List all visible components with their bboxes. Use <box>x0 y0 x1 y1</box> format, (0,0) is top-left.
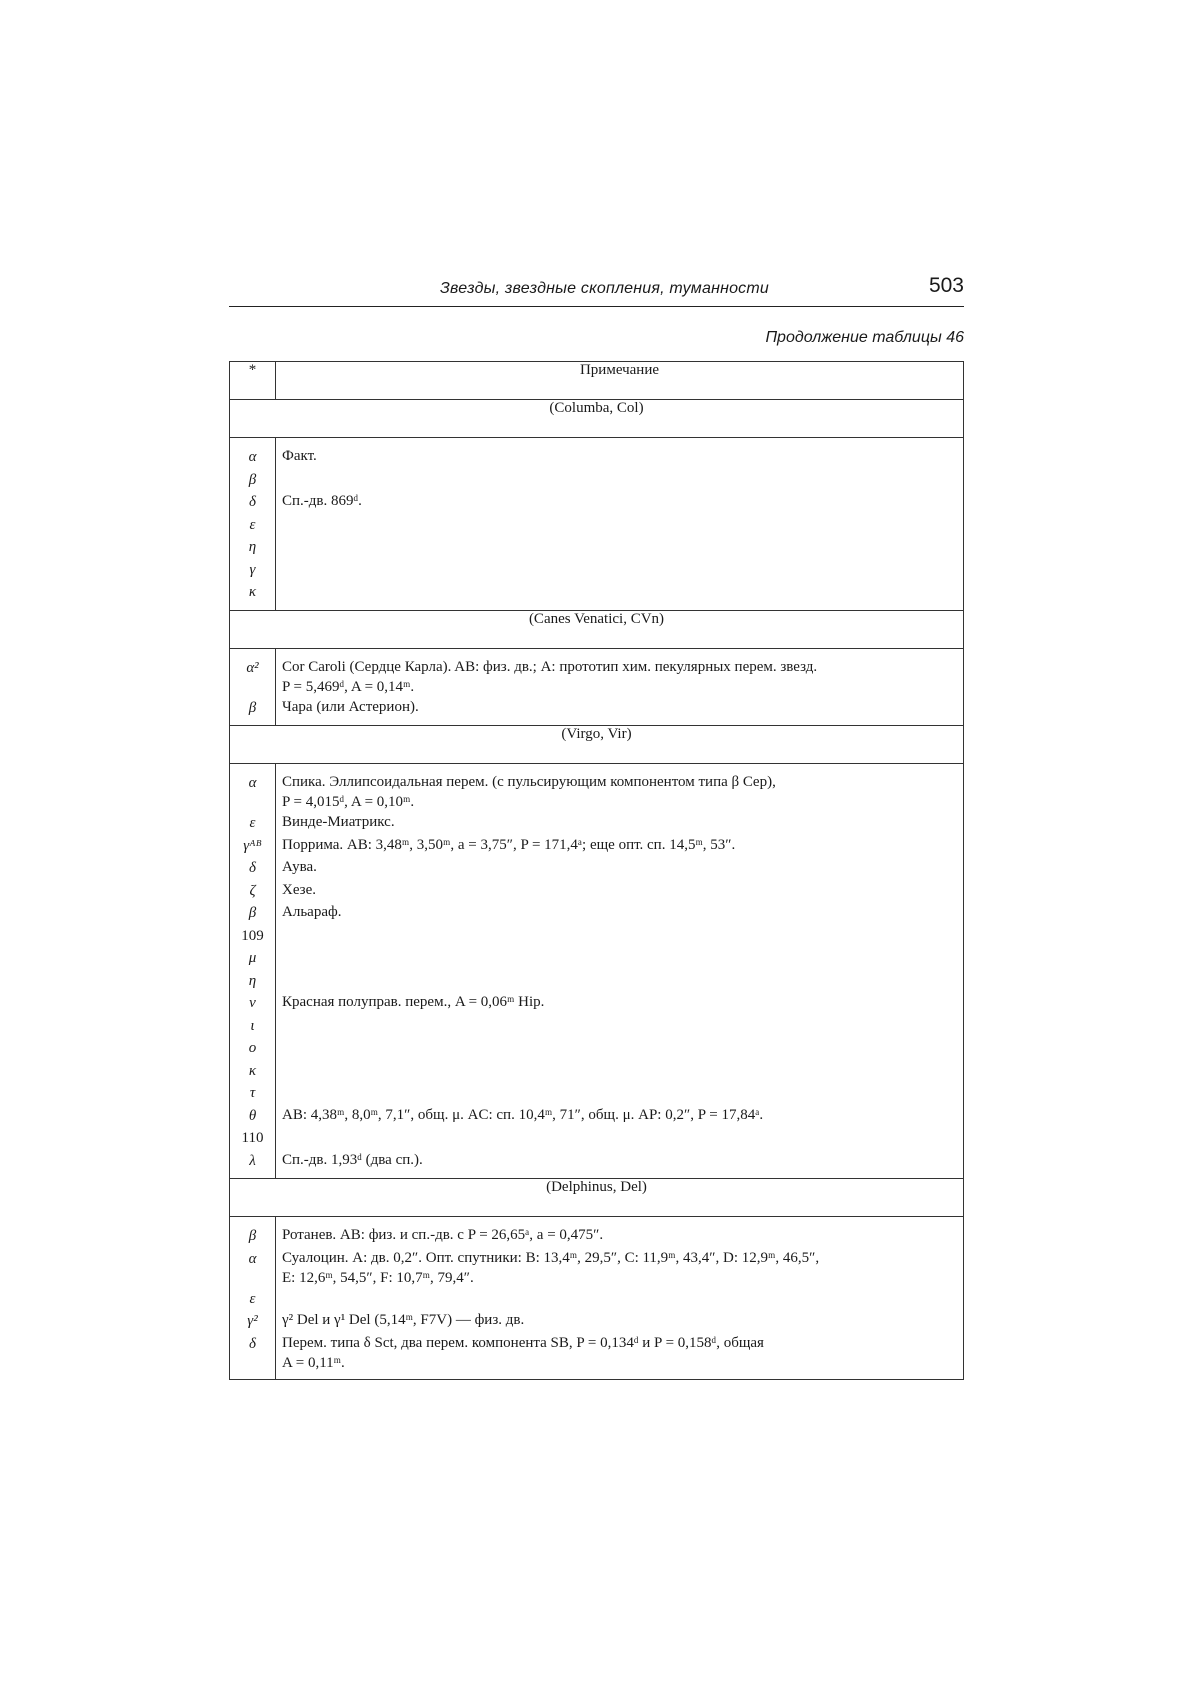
table-caption: Продолжение таблицы 46 <box>765 329 964 346</box>
running-head <box>229 272 964 307</box>
note-text: Спика. Эллипсоидальная перем. (с пульсирующим компонентом типа β Cep), <box>282 774 776 790</box>
star-note <box>282 559 955 582</box>
star-note <box>282 857 955 880</box>
notes-table <box>229 361 964 1380</box>
star-block <box>230 1217 964 1380</box>
star-symbol: λ <box>249 1152 256 1169</box>
star-symbol-column <box>230 764 276 1179</box>
star-note <box>282 772 955 812</box>
star-symbol: ε <box>249 815 256 831</box>
note-text: Винде-Миатрикс. <box>282 814 395 830</box>
star-symbol: γ² <box>247 1313 258 1329</box>
note-text: Сп.-дв. 869ᵈ. <box>282 493 362 509</box>
star-note <box>282 657 955 697</box>
note-column <box>276 648 964 726</box>
star-symbol: μ <box>248 950 257 966</box>
note-text: Красная полуправ. перем., A = 0,06ᵐ Hip. <box>282 994 545 1010</box>
star-symbol: κ <box>248 1062 257 1079</box>
constellation-name: (Canes Venatici, CVn) <box>230 610 964 648</box>
note-text: Чара (или Астерион). <box>282 698 419 715</box>
star-note <box>282 947 955 970</box>
star-symbol: η <box>248 972 257 989</box>
star-symbol: η <box>248 539 257 555</box>
star-symbol: κ <box>248 584 257 600</box>
star-note <box>282 536 955 559</box>
column-header-star: * <box>230 362 276 400</box>
star-note <box>282 1288 955 1311</box>
page-number: 503 <box>928 274 964 297</box>
note-column <box>276 438 964 611</box>
star-note <box>282 1127 955 1150</box>
note-text: Ротанев. AB: физ. и сп.-дв. с P = 26,65ᵃ, a = 0,475″. <box>282 1227 604 1243</box>
note-text: Перем. типа δ Sct, два перем. компонента SB, P = 0,134ᵈ и P = 0,158ᵈ, общая <box>282 1334 764 1351</box>
star-note <box>282 812 955 835</box>
star-note <box>282 835 955 858</box>
note-text-continued: E: 12,6ᵐ, 54,5″, F: 10,7ᵐ, 79,4″. <box>282 1269 474 1286</box>
note-text-continued: P = 4,015ᵈ, A = 0,10ᵐ. <box>282 794 415 810</box>
note-text: Хезе. <box>282 881 317 898</box>
star-block <box>230 764 964 1179</box>
star-note <box>282 581 955 604</box>
star-symbol: α <box>248 775 257 791</box>
star-note <box>282 1248 955 1288</box>
star-note <box>282 1015 955 1038</box>
table-header-row <box>230 362 964 400</box>
star-note <box>282 992 955 1015</box>
note-column <box>276 764 964 1179</box>
star-symbol: δ <box>249 1335 256 1352</box>
note-column <box>276 1217 964 1380</box>
star-symbol: γᴬᴮ <box>243 837 262 854</box>
note-text: Суалоцин. A: дв. 0,2″. Опт. спутники: B: 13,4ᵐ, 29,5″, C: 11,9ᵐ, 43,4″, D: 12,9ᵐ, 46,5″, <box>282 1249 820 1266</box>
star-symbol: γ <box>249 561 256 578</box>
star-symbol: α² <box>246 659 259 676</box>
note-text: Факт. <box>282 448 317 464</box>
star-note <box>282 1310 955 1333</box>
star-symbol: ζ <box>249 882 256 899</box>
star-note <box>282 1105 955 1128</box>
constellation-row <box>230 610 964 648</box>
star-symbol: ι <box>250 1017 255 1034</box>
star-symbol: β <box>248 471 257 488</box>
note-text: Поррима. AB: 3,48ᵐ, 3,50ᵐ, a = 3,75″, P = 171,4ᵃ; еще опт. сп. 14,5ᵐ, 53″. <box>282 836 736 853</box>
star-note <box>282 1037 955 1060</box>
star-note <box>282 1060 955 1083</box>
star-symbol: δ <box>249 860 256 876</box>
star-symbol: ε <box>249 516 256 533</box>
note-text: Cor Caroli (Сердце Карла). AB: физ. дв.; A: прототип хим. пекулярных перем. звезд. <box>282 658 818 675</box>
note-text: Сп.-дв. 1,93ᵈ (два сп.). <box>282 1151 423 1168</box>
star-symbol: ο <box>248 1040 257 1056</box>
star-symbol: β <box>248 699 257 716</box>
star-symbol: ε <box>249 1290 256 1307</box>
star-note <box>282 1225 955 1248</box>
constellation-name: (Virgo, Vir) <box>230 726 964 764</box>
star-symbol: δ <box>249 494 256 510</box>
star-note <box>282 902 955 925</box>
running-title: Звезды, звездные скопления, туманности <box>440 280 769 297</box>
constellation-row <box>230 400 964 438</box>
star-note <box>282 697 955 720</box>
star-symbol: α <box>248 449 257 465</box>
table-body <box>230 400 964 1380</box>
star-symbol-column <box>230 438 276 611</box>
star-note <box>282 491 955 514</box>
star-note <box>282 970 955 993</box>
star-note <box>282 880 955 903</box>
note-text: γ² Del и γ¹ Del (5,14ᵐ, F7V) — физ. дв. <box>282 1312 525 1328</box>
note-text: AB: 4,38ᵐ, 8,0ᵐ, 7,1″, общ. μ. AC: сп. 10,4ᵐ, 71″, общ. μ. AP: 0,2″, P = 17,84ᵃ. <box>282 1106 764 1123</box>
star-note <box>282 925 955 948</box>
column-header-note: Примечание <box>276 362 964 400</box>
star-symbol: ν <box>249 995 256 1011</box>
star-note <box>282 1150 955 1173</box>
constellation-row <box>230 1179 964 1217</box>
star-symbol: β <box>248 1228 257 1244</box>
star-note <box>282 1333 955 1373</box>
constellation-name: (Columba, Col) <box>230 400 964 438</box>
note-text-continued: A = 0,11ᵐ. <box>282 1354 345 1371</box>
star-note <box>282 514 955 537</box>
star-symbol: 109 <box>241 927 264 944</box>
note-text: Альараф. <box>282 904 342 920</box>
star-block <box>230 438 964 611</box>
note-text: Аува. <box>282 859 317 875</box>
constellation-name: (Delphinus, Del) <box>230 1179 964 1217</box>
star-note <box>282 469 955 492</box>
note-text-continued: P = 5,469ᵈ, A = 0,14ᵐ. <box>282 678 415 695</box>
star-symbol-column <box>230 1217 276 1380</box>
star-symbol: β <box>248 905 257 921</box>
star-symbol: α <box>248 1250 257 1267</box>
star-note <box>282 446 955 469</box>
constellation-row <box>230 726 964 764</box>
star-symbol: 110 <box>241 1130 264 1146</box>
star-symbol: θ <box>248 1107 257 1124</box>
star-symbol: τ <box>249 1085 256 1101</box>
star-symbol-column <box>230 648 276 726</box>
star-note <box>282 1082 955 1105</box>
star-block <box>230 648 964 726</box>
